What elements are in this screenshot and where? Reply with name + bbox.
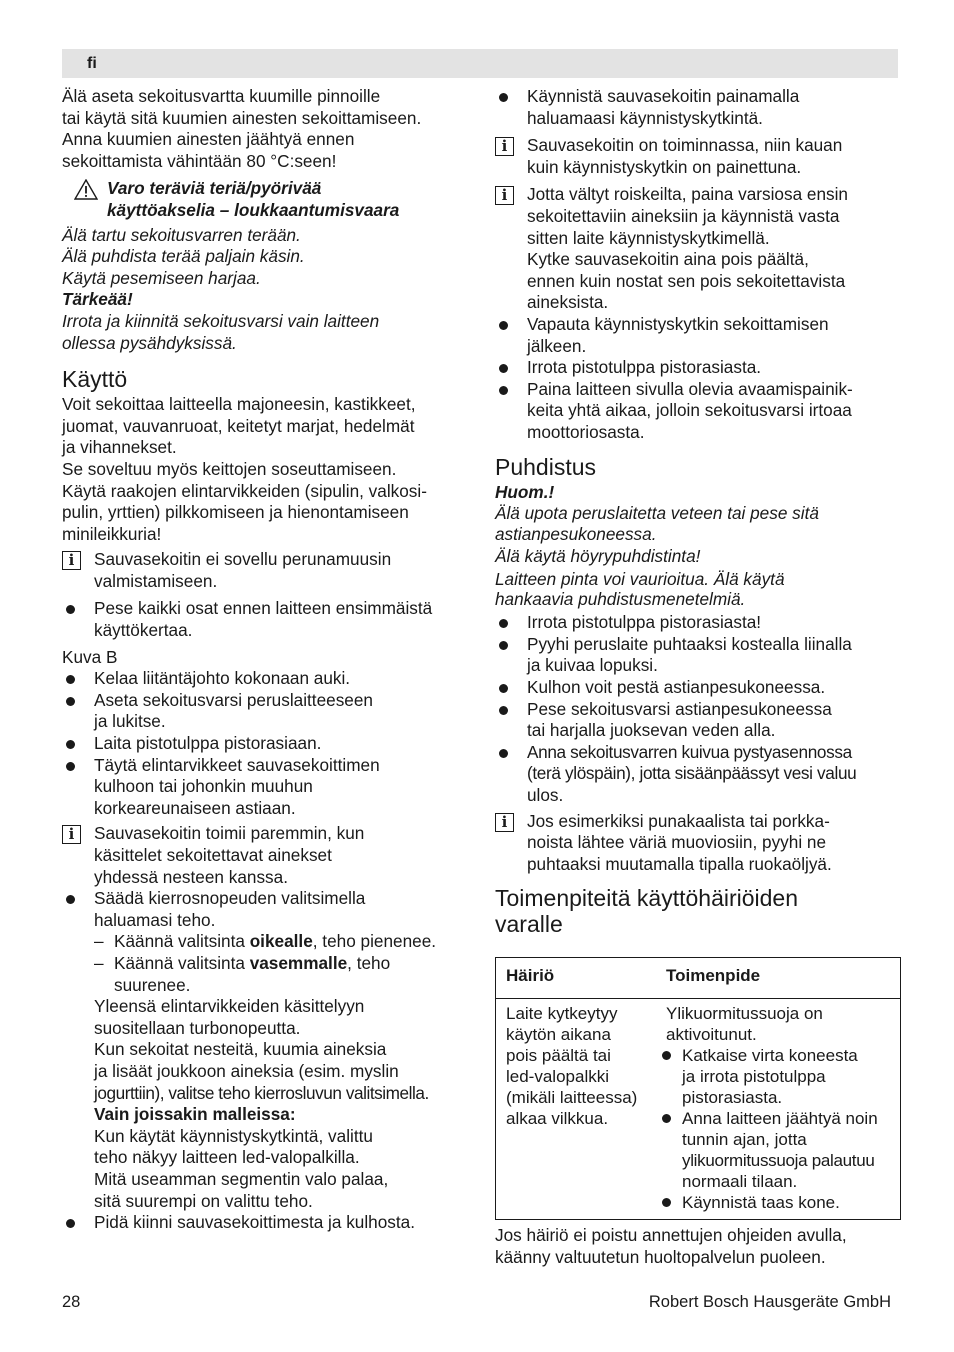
text-line: Yleensä elintarvikkeiden käsittelyyn bbox=[94, 996, 365, 1017]
list-item-line: jälkeen. bbox=[527, 335, 587, 356]
warning-block bbox=[62, 178, 467, 221]
speed-text bbox=[62, 996, 467, 1212]
info-line: valmistamiseen. bbox=[94, 570, 218, 591]
text-line: teho näkyy laitteen led-valopalkilla. bbox=[94, 1147, 360, 1168]
list-item-line: korkeareunaiseen astiaan. bbox=[94, 797, 296, 818]
intro-line: sekoittamista vähintään 80 °C:seen! bbox=[62, 150, 337, 171]
action-bullet: Käynnistä taas kone. bbox=[666, 1192, 896, 1213]
info-note bbox=[495, 135, 900, 178]
fault-line: (mikäli laitteessa) bbox=[506, 1088, 638, 1108]
warning-title-line: Varo teräviä teriä/pyörivää bbox=[107, 178, 322, 199]
info-line: Jotta vältyt roiskeilta, paina varsiosa ensin bbox=[527, 184, 848, 205]
usage-text-line: ja vihannekset. bbox=[62, 437, 177, 458]
list-item-line: Irrota pistotulppa pistorasiasta! bbox=[527, 612, 762, 633]
info-line: Sauvasekoitin toimii paremmin, kun bbox=[94, 823, 365, 844]
info-note bbox=[62, 823, 467, 888]
models-label: Vain joissakin malleissa: bbox=[94, 1104, 296, 1125]
note-line: astianpesukoneessa. bbox=[495, 523, 657, 544]
action-line: Ylikuormitussuoja on bbox=[666, 1004, 823, 1024]
warning-text-line: Käytä pesemiseen harjaa. bbox=[62, 267, 261, 288]
info-line: yhdessä nesteen kanssa. bbox=[94, 866, 288, 887]
info-line: Sauvasekoitin ei sovellu perunamuusin bbox=[94, 549, 392, 570]
list-item-line: (terä ylöspäin), jotta sisäänpäässyt vesi valuu bbox=[527, 763, 857, 784]
important-text-line: Irrota ja kiinnitä sekoitusvarsi vain laitteen bbox=[62, 310, 380, 331]
dash-item-line: Käännä valitsinta oikealle, teho pienenee. bbox=[114, 931, 437, 952]
info-note bbox=[495, 184, 900, 314]
info-note bbox=[495, 811, 900, 876]
usage-text-line: Se soveltuu myös keittojen soseuttamiseen. bbox=[62, 458, 397, 479]
dash-item-line: Käännä valitsinta vasemmalle, teho bbox=[114, 952, 391, 973]
figure-label: Kuva B bbox=[62, 646, 118, 667]
usage-text-line: juomat, vauvanruoat, keitetyt marjat, hedelmät bbox=[62, 415, 415, 436]
page-number: 28 bbox=[62, 1293, 81, 1311]
list-item-line: Käynnistä sauvasekoitin painamalla bbox=[527, 86, 800, 106]
list-item-line: Pidä kiinni sauvasekoittimesta ja kulhosta. bbox=[94, 1212, 415, 1233]
list-item-line: Anna sekoitusvarren kuivua pystyasennossa bbox=[527, 741, 852, 762]
text-line: Mitä useamman segmentin valo palaa, bbox=[94, 1168, 389, 1189]
list-item-line: haluamasi teho. bbox=[94, 909, 216, 930]
list-item bbox=[495, 86, 900, 129]
list-item bbox=[62, 888, 467, 931]
info-line: noista lähtee väriä muoviosiin, pyyhi ne bbox=[527, 832, 827, 853]
list-item-line: Täytä elintarvikkeet sauvasekoittimen bbox=[94, 754, 380, 775]
list-item-line: Vapauta käynnistyskytkin sekoittamisen bbox=[527, 313, 829, 334]
warning-title-line: käyttöakselia – loukkaantumisvaara bbox=[107, 199, 400, 220]
dash-item-line: suurenee. bbox=[114, 974, 191, 995]
after-table-line: Jos häiriö ei poistu annettujen ohjeiden avulla, bbox=[495, 1225, 847, 1246]
list-item-line: Paina laitteen sivulla olevia avaamispainik- bbox=[527, 378, 853, 399]
right-column bbox=[495, 86, 900, 1269]
text-line: Kun sekoitat nesteitä, kuumia aineksia bbox=[94, 1039, 387, 1060]
list-item-line: Kelaa liitäntäjohto kokonaan auki. bbox=[94, 668, 351, 689]
language-label: fi bbox=[87, 55, 97, 72]
intro-line: Anna kuumien ainesten jäähtyä ennen bbox=[62, 129, 355, 150]
warning-text-line: Älä puhdista terää paljain käsin. bbox=[62, 246, 305, 267]
text-line: suositellaan turbonopeutta. bbox=[94, 1017, 301, 1038]
list-item bbox=[495, 612, 900, 634]
important-text-line: ollessa pysähdyksissä. bbox=[62, 332, 237, 353]
info-line: sitten laite käynnistyskytkimellä. bbox=[527, 227, 770, 248]
list-item-line: Kulhon voit pestä astianpesukoneessa. bbox=[527, 677, 826, 698]
list-item-line: tai harjalla juoksevan veden alla. bbox=[527, 720, 776, 741]
info-line: käsittelet sekoitettavat ainekset bbox=[94, 845, 332, 865]
list-item-line: Laita pistotulppa pistorasiaan. bbox=[94, 733, 322, 754]
usage-heading: Käyttö bbox=[62, 366, 128, 393]
note-line: Laitteen pinta voi vaurioitua. Älä käytä bbox=[495, 569, 785, 590]
list-item bbox=[495, 742, 900, 807]
list-item-line: Pyyhi peruslaite puhtaaksi kostealla liinalla bbox=[527, 633, 852, 654]
list-item-line: käyttökertaa. bbox=[94, 620, 193, 641]
text-line: sitä suurempi on valittu teho. bbox=[94, 1190, 313, 1211]
list-item bbox=[495, 699, 900, 742]
text-line: Kun käytät käynnistyskytkintä, valittu bbox=[94, 1125, 373, 1146]
info-note bbox=[62, 549, 467, 592]
column-header-fault: Häiriö bbox=[506, 966, 555, 986]
fault-line: Laite kytkeytyy bbox=[506, 1004, 618, 1024]
warning-triangle-icon bbox=[74, 179, 98, 200]
column-header-action: Toimenpide bbox=[666, 966, 761, 986]
info-line: Jos esimerkiksi punakaalista tai porkka- bbox=[527, 810, 830, 831]
troubleshooting-table bbox=[495, 957, 901, 1220]
note-line: hankaavia puhdistusmenetelmiä. bbox=[495, 589, 746, 610]
usage-text-line: Voit sekoittaa laitteella majoneesin, kastikkeet, bbox=[62, 394, 416, 415]
fault-line: led-valopalkki bbox=[506, 1067, 609, 1087]
intro-line: tai käytä sitä kuumien ainesten sekoittamiseen. bbox=[62, 107, 422, 128]
intro-line: Älä aseta sekoitusvartta kuumille pinnoille bbox=[62, 86, 381, 106]
table-row bbox=[496, 999, 901, 1220]
list-item-line: haluamaasi käynnistyskytkintä. bbox=[527, 107, 763, 128]
info-icon: i bbox=[495, 813, 514, 832]
dash-item: – Käännä valitsinta oikealle, teho pienenee. bbox=[62, 931, 467, 953]
list-item-line: Säädä kierrosnopeuden valitsimella bbox=[94, 888, 366, 909]
info-icon: i bbox=[62, 551, 81, 570]
list-item-line: Pese kaikki osat ennen laitteen ensimmäistä bbox=[94, 598, 433, 619]
info-line: ennen kuin nostat sen pois sekoitettavista bbox=[527, 270, 846, 291]
list-item bbox=[62, 690, 467, 733]
fault-line: käytön aikana bbox=[506, 1025, 611, 1045]
table-header-row bbox=[496, 958, 901, 999]
list-item-line: ja kuivaa lopuksi. bbox=[527, 655, 658, 676]
text-line: ja lisäät joukkoon aineksia (esim. myslin bbox=[94, 1060, 399, 1081]
important-label: Tärkeää! bbox=[62, 289, 133, 310]
list-item bbox=[495, 379, 900, 444]
list-item-line: Irrota pistotulppa pistorasiasta. bbox=[527, 357, 762, 378]
dash-item: – Käännä valitsinta vasemmalle, teho suurenee. bbox=[62, 953, 467, 996]
warning-text-line: Älä tartu sekoitusvarren terään. bbox=[62, 224, 301, 245]
cleaning-heading: Puhdistus bbox=[495, 453, 597, 480]
action-line: aktivoitunut. bbox=[666, 1025, 757, 1045]
info-line: puhtaaksi muutamalla tipalla ruokaöljyä. bbox=[527, 853, 832, 874]
list-item bbox=[495, 357, 900, 379]
info-line: kuin käynnistyskytkin on painettuna. bbox=[527, 156, 802, 177]
fault-line: pois päältä tai bbox=[506, 1046, 611, 1066]
info-line: sekoitettaviin aineksiin ja käynnistä vasta bbox=[527, 205, 840, 226]
note-line: Älä upota peruslaitetta veteen tai pese sitä bbox=[495, 503, 819, 524]
left-column bbox=[62, 86, 467, 1234]
troubleshooting-heading: Toimenpiteitä käyttöhäiriöiden varalle bbox=[495, 885, 799, 938]
list-item-line: ja lukitse. bbox=[94, 711, 166, 732]
text-line: jogurttiin), valitse teho kierrosluvun valitsimella. bbox=[94, 1082, 429, 1103]
usage-text-line: Käytä raakojen elintarvikkeiden (sipulin, valkosi- bbox=[62, 480, 427, 501]
list-item bbox=[495, 677, 900, 699]
after-table-line: käänny valtuutetun huoltopalvelun puoleen. bbox=[495, 1247, 826, 1267]
action-bullet: Anna laitteen jäähtyä noin tunnin ajan, jotta ylikuormitussuoja palautuu normaali tilaan. bbox=[666, 1108, 896, 1192]
list-item-line: ulos. bbox=[527, 785, 564, 806]
note-line: Älä käytä höyrypuhdistinta! bbox=[495, 545, 701, 566]
footer-company: Robert Bosch Hausgeräte GmbH bbox=[648, 1293, 891, 1311]
info-icon: i bbox=[495, 186, 514, 205]
fault-line: alkaa vilkkua. bbox=[506, 1109, 609, 1129]
info-icon: i bbox=[62, 825, 81, 844]
info-line: aineksista. bbox=[527, 292, 609, 313]
list-item bbox=[62, 733, 467, 755]
list-item bbox=[62, 1212, 467, 1234]
list-item bbox=[62, 598, 467, 641]
list-item bbox=[62, 668, 467, 690]
list-item bbox=[62, 755, 467, 820]
action-bullet: Katkaise virta koneesta ja irrota pistotulppa pistorasiasta. bbox=[666, 1045, 896, 1108]
info-line: Kytke sauvasekoitin aina pois päältä, bbox=[527, 249, 809, 270]
list-item-line: moottoriosasta. bbox=[527, 421, 645, 442]
list-item bbox=[495, 314, 900, 357]
list-item-line: Aseta sekoitusvarsi peruslaitteeseen bbox=[94, 689, 373, 710]
usage-text-line: pulin, yrttien) pilkkomiseen ja hienontamiseen bbox=[62, 502, 409, 523]
list-item-line: keita yhtä aikaa, jolloin sekoitusvarsi irtoaa bbox=[527, 400, 852, 421]
language-bar bbox=[62, 49, 898, 78]
info-icon: i bbox=[495, 137, 514, 156]
list-item-line: Pese sekoitusvarsi astianpesukoneessa bbox=[527, 698, 832, 719]
note-label: Huom.! bbox=[495, 481, 555, 502]
info-line: Sauvasekoitin on toiminnassa, niin kauan bbox=[527, 135, 843, 156]
list-item bbox=[495, 634, 900, 677]
usage-text-line: minileikkuria! bbox=[62, 523, 162, 544]
list-item-line: kulhoon tai johonkin muuhun bbox=[94, 776, 313, 797]
